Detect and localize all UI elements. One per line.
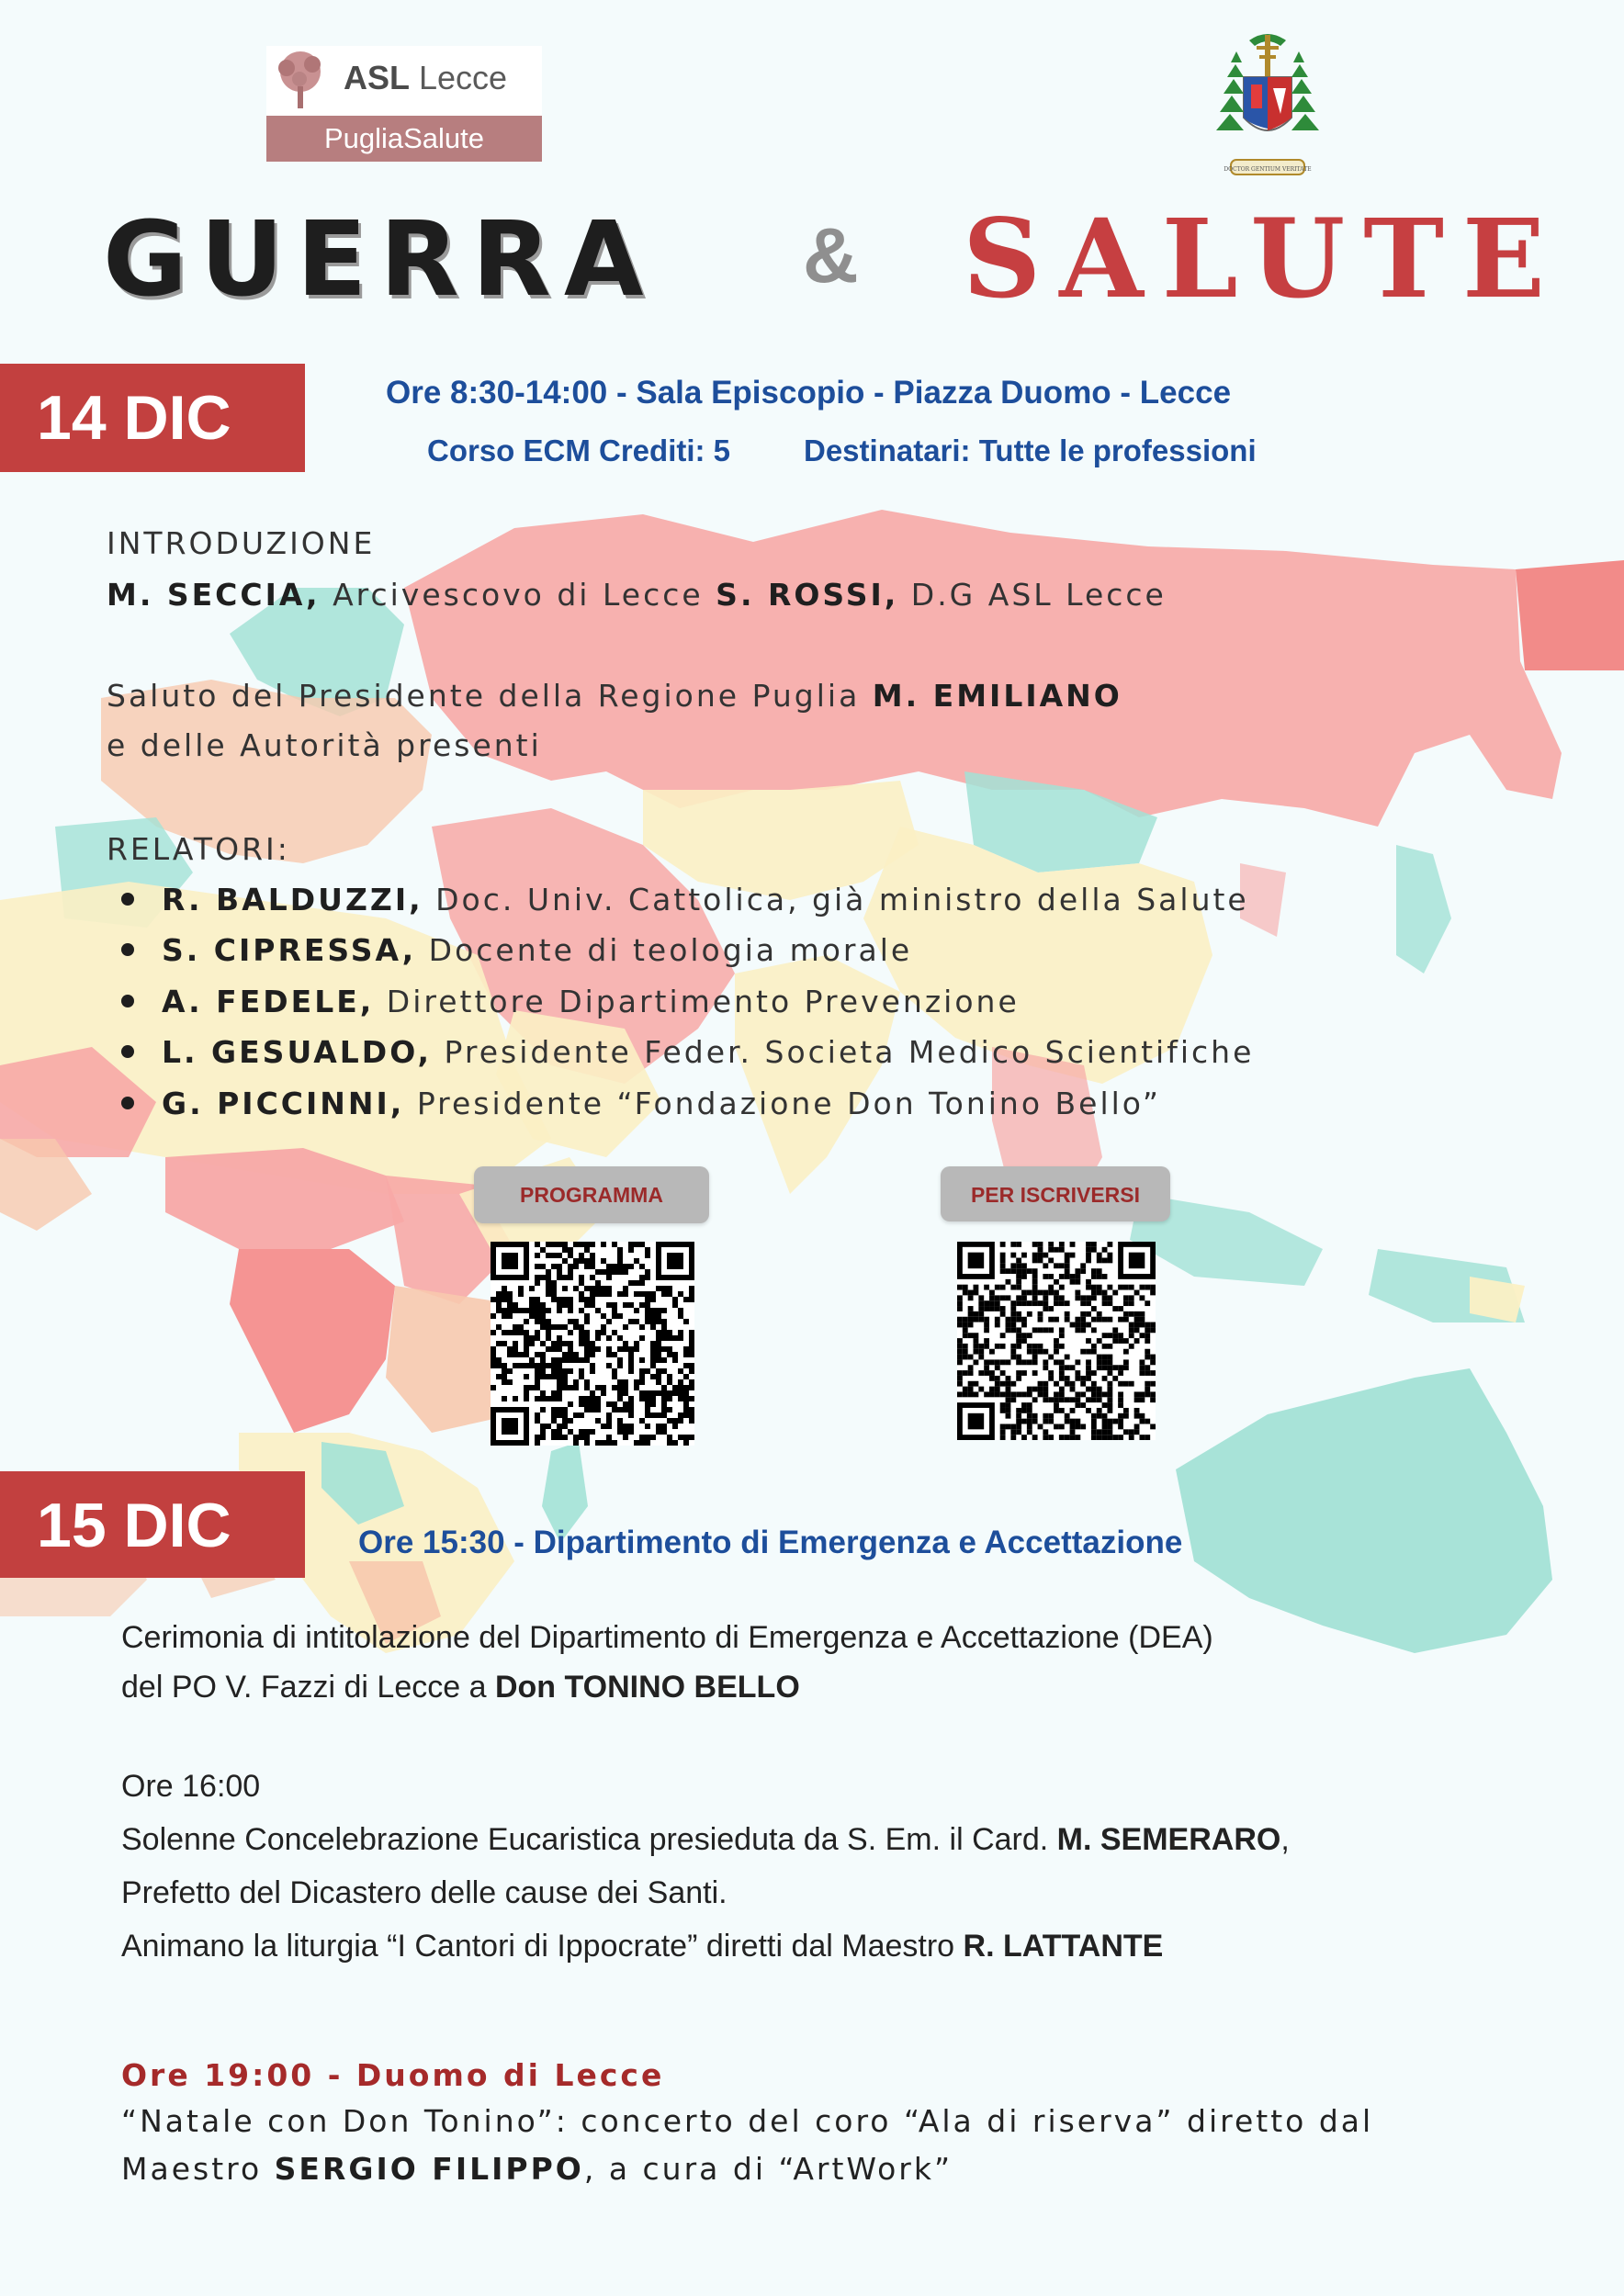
title-ampersand: & bbox=[803, 212, 859, 298]
bullet-icon bbox=[121, 943, 134, 956]
tree-icon bbox=[268, 48, 333, 112]
title-salute: SALUTE bbox=[963, 195, 1563, 322]
ore-19-heading: Ore 19:00 - Duomo di Lecce bbox=[121, 2057, 665, 2093]
programma-button[interactable]: PROGRAMMA bbox=[474, 1166, 709, 1223]
day2-schedule-line: Ore 15:30 - Dipartimento di Emergenza e Accettazione bbox=[358, 1525, 1183, 1560]
date-tag-14-dic: 14 DIC bbox=[0, 364, 305, 472]
relatore-item bbox=[162, 1086, 1161, 1121]
ore-16-label: Ore 16:00 bbox=[121, 1769, 261, 1804]
relatore-item bbox=[162, 882, 1249, 917]
concelebrazione-line-2: Prefetto del Dicastero delle cause dei Santi. bbox=[121, 1875, 727, 1910]
logo-band: PugliaSalute bbox=[266, 116, 542, 162]
cerimonia-line-1: Cerimonia di intitolazione del Dipartimento di Emergenza e Accettazione (DEA) bbox=[121, 1620, 1213, 1655]
cerimonia-name: Don TONINO BELLO bbox=[494, 1670, 800, 1705]
cerimonia-text: del PO V. Fazzi di Lecce a bbox=[121, 1670, 495, 1705]
concelebrazione-text: Solenne Concelebrazione Eucaristica presieduta da S. Em. il Card. bbox=[121, 1822, 1057, 1857]
programma-qr-code[interactable] bbox=[491, 1242, 694, 1446]
iscriversi-qr-code[interactable] bbox=[957, 1242, 1156, 1440]
relatore-name: S. CIPRESSA, bbox=[162, 932, 417, 968]
intro-heading: INTRODUZIONE bbox=[107, 525, 376, 561]
concelebrazione-line-1 bbox=[121, 1822, 1290, 1858]
day1-ecm-credits: Corso ECM Crediti: 5 bbox=[427, 433, 731, 467]
relatore-item bbox=[162, 932, 912, 968]
concerto-end: , a cura di “ArtWork” bbox=[583, 2151, 953, 2187]
concelebrazione-comma: , bbox=[1280, 1822, 1290, 1857]
day1-audience: Destinatari: Tutte le professioni bbox=[804, 433, 1257, 467]
concelebrazione-line-3 bbox=[121, 1929, 1163, 1964]
logo-name-lecce: Lecce bbox=[419, 59, 508, 96]
concerto-line-2 bbox=[121, 2151, 953, 2187]
title-guerra: GUERRA bbox=[103, 200, 657, 320]
logo-name-asl: ASL bbox=[344, 59, 410, 96]
crest-motto: DOCTOR GENTIUM VERITATE bbox=[1224, 166, 1312, 173]
concerto-text: Maestro bbox=[121, 2151, 275, 2187]
relatore-name: A. FEDELE, bbox=[162, 984, 375, 1019]
intro-line bbox=[107, 577, 1167, 613]
relatore-role: Presidente “Fondazione Don Tonino Bello” bbox=[404, 1086, 1161, 1121]
day1-schedule-line: Ore 8:30-14:00 - Sala Episcopio - Piazza Duomo - Lecce bbox=[386, 375, 1232, 411]
bullet-icon bbox=[121, 1045, 134, 1058]
bullet-icon bbox=[121, 995, 134, 1007]
relatore-role: Doc. Univ. Cattolica, già ministro della Salute bbox=[423, 882, 1249, 917]
iscriversi-button[interactable]: PER ISCRIVERSI bbox=[941, 1166, 1170, 1221]
saluto-name: M. EMILIANO bbox=[872, 678, 1122, 714]
relatori-heading: RELATORI: bbox=[107, 831, 290, 867]
relatore-name: L. GESUALDO, bbox=[162, 1034, 433, 1070]
bullet-icon bbox=[121, 1097, 134, 1109]
saluto-line-1 bbox=[107, 678, 1122, 714]
relatore-name: R. BALDUZZI, bbox=[162, 882, 423, 917]
relatore-role: Presidente Feder. Societa Medico Scientifiche bbox=[432, 1034, 1255, 1070]
relatore-role: Docente di teologia morale bbox=[416, 932, 913, 968]
intro-role-rossi: D.G ASL Lecce bbox=[898, 577, 1167, 613]
liturgia-name: R. LATTANTE bbox=[963, 1929, 1164, 1964]
archbishop-crest-icon bbox=[1203, 26, 1332, 184]
relatore-item bbox=[162, 1034, 1254, 1070]
saluto-text: Saluto del Presidente della Regione Puglia bbox=[107, 678, 873, 714]
intro-role-seccia: Arcivescovo di Lecce bbox=[320, 577, 716, 613]
relatore-name: G. PICCINNI, bbox=[162, 1086, 405, 1121]
asl-lecce-logo bbox=[266, 46, 542, 162]
relatore-item bbox=[162, 984, 1020, 1019]
intro-name-seccia: M. SECCIA, bbox=[107, 577, 321, 613]
concerto-line-1: “Natale con Don Tonino”: concerto del coro “Ala di riserva” diretto dal bbox=[121, 2103, 1374, 2139]
date-tag-15-dic: 15 DIC bbox=[0, 1471, 305, 1578]
liturgia-text: Animano la liturgia “I Cantori di Ippocrate” diretti dal Maestro bbox=[121, 1929, 964, 1964]
concelebrazione-name: M. SEMERARO bbox=[1056, 1822, 1281, 1857]
saluto-line-2: e delle Autorità presenti bbox=[107, 727, 542, 763]
bullet-icon bbox=[121, 893, 134, 906]
intro-name-rossi: S. ROSSI, bbox=[716, 577, 899, 613]
cerimonia-line-2 bbox=[121, 1670, 800, 1705]
concerto-name: SERGIO FILIPPO bbox=[274, 2151, 584, 2187]
relatore-role: Direttore Dipartimento Prevenzione bbox=[374, 984, 1020, 1019]
